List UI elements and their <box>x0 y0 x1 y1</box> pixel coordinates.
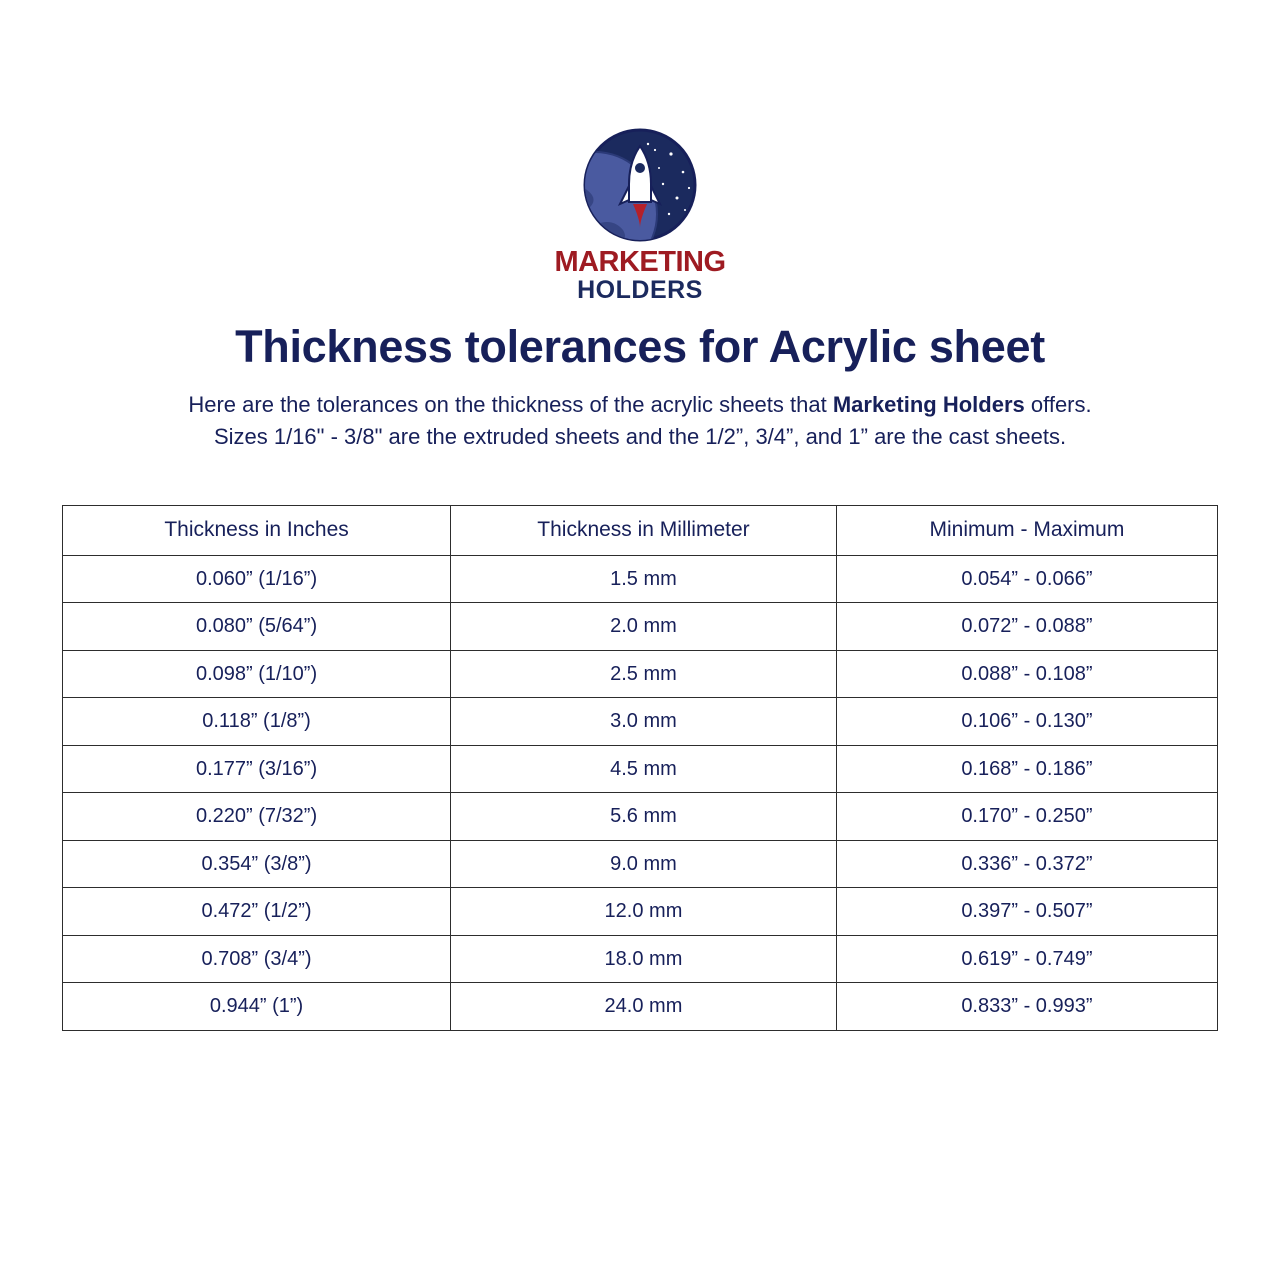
cell-min-max: 0.336” - 0.372” <box>836 840 1217 888</box>
table-row <box>63 888 1218 936</box>
cell-millimeter: 4.5 mm <box>451 745 837 793</box>
cell-min-max: 0.619” - 0.749” <box>836 935 1217 983</box>
table-row <box>63 555 1218 603</box>
logo-line-marketing: MARKETING <box>554 246 726 278</box>
cell-millimeter: 2.5 mm <box>451 650 837 698</box>
table-row <box>63 603 1218 651</box>
table-row <box>63 650 1218 698</box>
page-subtitle <box>60 389 1220 453</box>
cell-inches: 0.708” (3/4”) <box>63 935 451 983</box>
cell-inches: 0.098” (1/10”) <box>63 650 451 698</box>
logo-block <box>0 0 1280 303</box>
cell-inches: 0.472” (1/2”) <box>63 888 451 936</box>
table-row <box>63 698 1218 746</box>
subtitle-line-2: Sizes 1/16" - 3/8" are the extruded sheets and the 1/2”, 3/4”, and 1” are the cast sheets. <box>213 423 1067 449</box>
cell-min-max: 0.168” - 0.186” <box>836 745 1217 793</box>
cell-inches: 0.220” (7/32”) <box>63 793 451 841</box>
cell-millimeter: 5.6 mm <box>451 793 837 841</box>
subtitle-brand: Marketing Holders <box>832 392 1025 417</box>
cell-min-max: 0.054” - 0.066” <box>836 555 1217 603</box>
cell-inches: 0.060” (1/16”) <box>63 555 451 603</box>
tolerance-table-container <box>62 505 1218 1031</box>
cell-millimeter: 3.0 mm <box>451 698 837 746</box>
column-header-min-max: Minimum - Maximum <box>836 505 1217 555</box>
cell-min-max: 0.088” - 0.108” <box>836 650 1217 698</box>
table-row <box>63 793 1218 841</box>
cell-millimeter: 9.0 mm <box>451 840 837 888</box>
cell-inches: 0.118” (1/8”) <box>63 698 451 746</box>
table-header-row <box>63 505 1218 555</box>
subtitle-text-before: Here are the tolerances on the thickness of the acrylic sheets that <box>188 392 833 417</box>
tolerance-table <box>62 505 1218 1031</box>
cell-millimeter: 2.0 mm <box>451 603 837 651</box>
table-row <box>63 840 1218 888</box>
cell-inches: 0.944” (1”) <box>63 983 451 1031</box>
cell-millimeter: 12.0 mm <box>451 888 837 936</box>
column-header-inches: Thickness in Inches <box>63 505 451 555</box>
table-row <box>63 745 1218 793</box>
table-row <box>63 983 1218 1031</box>
logo-wordmark <box>554 248 725 303</box>
cell-millimeter: 1.5 mm <box>451 555 837 603</box>
brand-logo <box>534 128 746 303</box>
cell-min-max: 0.072” - 0.088” <box>836 603 1217 651</box>
cell-millimeter: 24.0 mm <box>451 983 837 1031</box>
cell-min-max: 0.397” - 0.507” <box>836 888 1217 936</box>
subtitle-text-after: offers. <box>1024 392 1092 417</box>
table-body <box>63 555 1218 1030</box>
cell-min-max: 0.833” - 0.993” <box>836 983 1217 1031</box>
cell-min-max: 0.170” - 0.250” <box>836 793 1217 841</box>
column-header-millimeter: Thickness in Millimeter <box>451 505 837 555</box>
rocket-earth-logo-icon <box>551 128 729 246</box>
cell-inches: 0.354” (3/8”) <box>63 840 451 888</box>
logo-line-holders: HOLDERS <box>577 276 703 304</box>
cell-inches: 0.177” (3/16”) <box>63 745 451 793</box>
table-row <box>63 935 1218 983</box>
page-title: Thickness tolerances for Acrylic sheet <box>235 321 1045 372</box>
cell-millimeter: 18.0 mm <box>451 935 837 983</box>
cell-min-max: 0.106” - 0.130” <box>836 698 1217 746</box>
cell-inches: 0.080” (5/64”) <box>63 603 451 651</box>
